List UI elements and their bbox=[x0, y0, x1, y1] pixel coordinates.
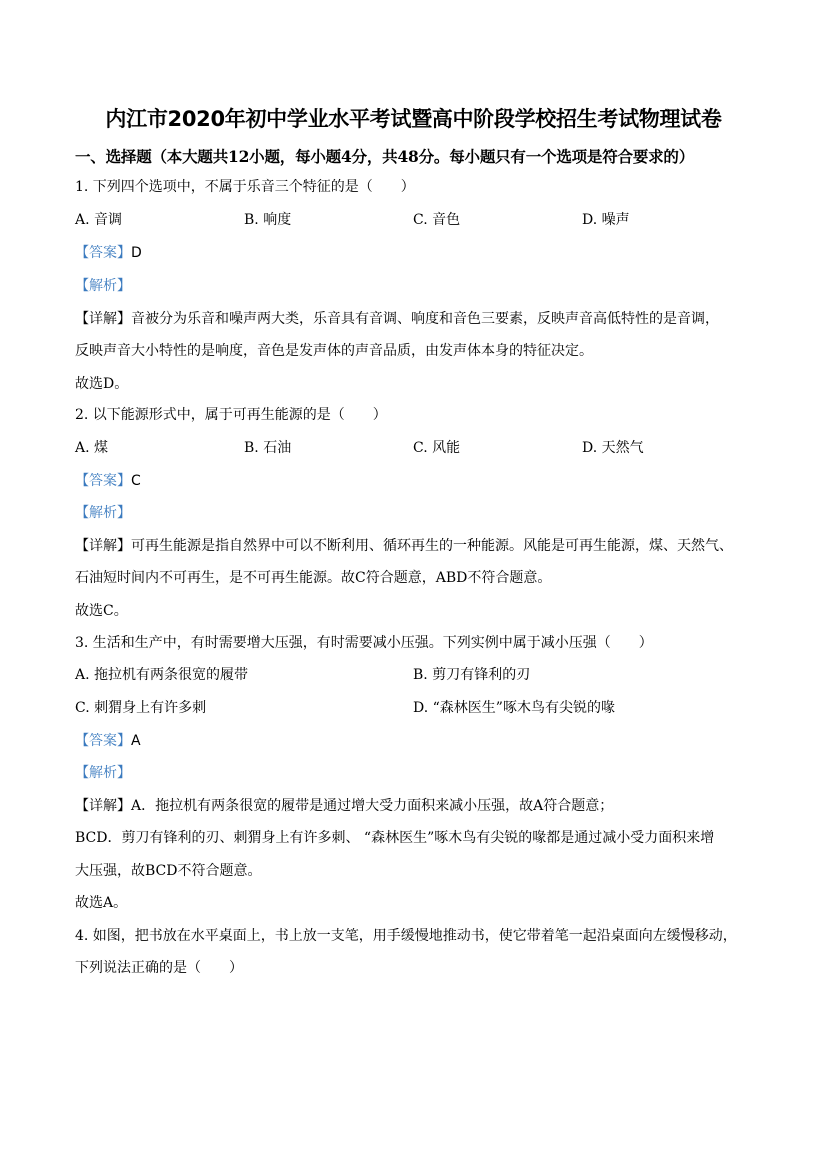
detail-label: 【详解】 bbox=[75, 798, 131, 814]
question-4-stem-line-1: 4. 如图，把书放在水平桌面上，书上放一支笔，用手缓慢地推动书，使它带着笔一起沿桌面向左缓慢移动， bbox=[75, 928, 737, 944]
question-2-detail-line-1 bbox=[75, 536, 733, 556]
answer-value: A bbox=[131, 733, 141, 749]
detail-text: 音被分为乐音和噪声两大类，乐音具有音调、响度和音色三要素，反映声音高低特性的是音调， bbox=[131, 311, 719, 327]
question-1-stem: 1. 下列四个选项中，不属于乐音三个特征的是（ ） bbox=[75, 179, 415, 195]
question-3-detail-line-2: BCD．剪刀有锋利的刃、刺猬身上有许多刺、 “森林医生”啄木鸟有尖锐的喙都是通过减小受力面积来增 bbox=[75, 830, 715, 846]
question-2-option-c: C. 风能 bbox=[413, 440, 461, 456]
detail-text: A．拖拉机有两条很宽的履带是通过增大受力面积来减小压强，故A符合题意； bbox=[131, 798, 614, 814]
question-1-option-a: A. 音调 bbox=[75, 212, 123, 228]
question-1-option-d: D. 噪声 bbox=[582, 212, 630, 228]
exam-title: 内江市2020年初中学业水平考试暨高中阶段学校招生考试物理试卷 bbox=[105, 107, 722, 131]
question-4-stem-line-2: 下列说法正确的是（ ） bbox=[75, 960, 243, 976]
answer-label: 【答案】 bbox=[75, 245, 131, 261]
question-1-detail-line-1 bbox=[75, 309, 719, 329]
question-2-option-b: B. 石油 bbox=[244, 440, 292, 456]
question-3-detail-line-3: 大压强，故BCD不符合题意。 bbox=[75, 863, 262, 879]
question-2-conclusion: 故选C。 bbox=[75, 603, 128, 619]
question-1-option-b: B. 响度 bbox=[244, 212, 292, 228]
question-3-stem: 3. 生活和生产中，有时需要增大压强，有时需要减小压强。下列实例中属于减小压强（ ） bbox=[75, 635, 653, 651]
question-1-option-c: C. 音色 bbox=[413, 212, 461, 228]
question-1-analysis-label: 【解析】 bbox=[75, 278, 131, 294]
detail-label: 【详解】 bbox=[75, 311, 131, 327]
question-2-detail-line-2: 石油短时间内不可再生，是不可再生能源。故C符合题意，ABD不符合题意。 bbox=[75, 570, 552, 586]
detail-text: 可再生能源是指自然界中可以不断利用、循环再生的一种能源。风能是可再生能源，煤、天然气、 bbox=[131, 538, 733, 554]
question-3-option-d: D. “森林医生”啄木鸟有尖锐的喙 bbox=[413, 700, 615, 716]
question-2-answer bbox=[75, 471, 141, 491]
question-3-option-c: C. 刺猬身上有许多刺 bbox=[75, 700, 207, 716]
question-1-answer bbox=[75, 243, 142, 263]
question-3-conclusion: 故选A。 bbox=[75, 895, 128, 911]
question-3-detail-line-1 bbox=[75, 796, 613, 816]
answer-label: 【答案】 bbox=[75, 733, 131, 749]
detail-label: 【详解】 bbox=[75, 538, 131, 554]
question-2-option-d: D. 天然气 bbox=[582, 440, 644, 456]
question-3-option-b: B. 剪刀有锋利的刃 bbox=[413, 667, 531, 683]
answer-value: C bbox=[131, 473, 141, 489]
question-2-option-a: A. 煤 bbox=[75, 440, 109, 456]
question-1-conclusion: 故选D。 bbox=[75, 376, 129, 392]
answer-value: D bbox=[131, 245, 142, 261]
question-3-answer bbox=[75, 731, 141, 751]
section-heading: 一、选择题（本大题共12小题，每小题4分，共48分。每小题只有一个选项是符合要求的） bbox=[75, 147, 695, 166]
answer-label: 【答案】 bbox=[75, 473, 131, 489]
question-3-option-a: A. 拖拉机有两条很宽的履带 bbox=[75, 667, 249, 683]
question-3-analysis-label: 【解析】 bbox=[75, 765, 131, 781]
question-2-analysis-label: 【解析】 bbox=[75, 505, 131, 521]
question-1-detail-line-2: 反映声音大小特性的是响度，音色是发声体的声音品质，由发声体本身的特征决定。 bbox=[75, 343, 593, 359]
question-2-stem: 2. 以下能源形式中，属于可再生能源的是（ ） bbox=[75, 407, 387, 423]
